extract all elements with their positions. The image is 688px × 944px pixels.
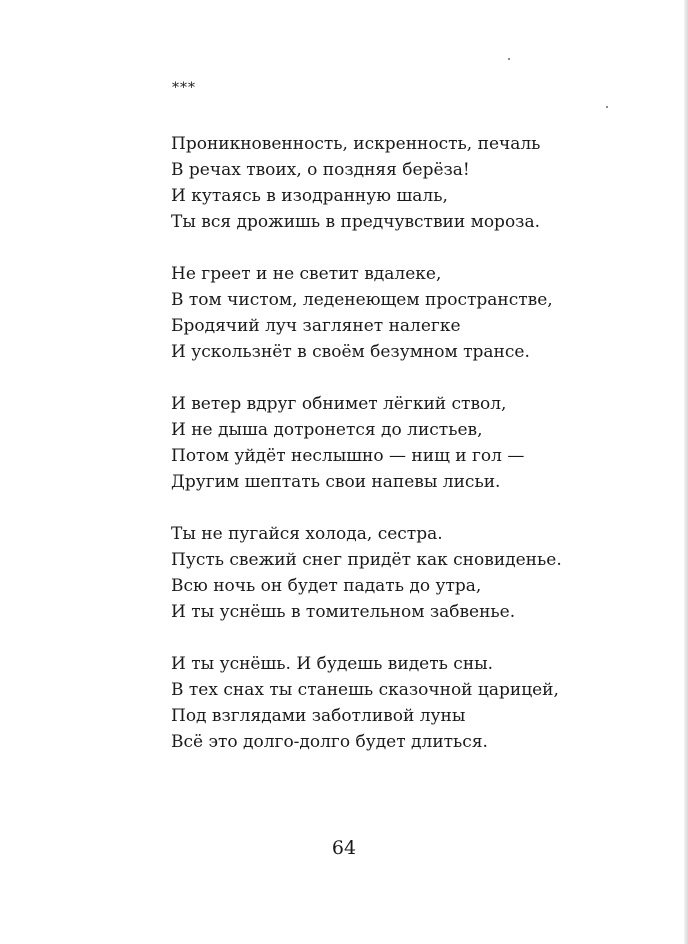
- poem-line: И не дыша дотронется до листьев,: [171, 420, 483, 440]
- poem-line: И ускользнёт в своём безумном трансе.: [171, 342, 530, 362]
- poem-line: Ты вся дрожишь в предчувствии мороза.: [171, 212, 540, 232]
- stanza: [171, 391, 671, 495]
- poem-line: Проникновенность, искренность, печаль: [171, 134, 541, 154]
- section-separator: ***: [172, 80, 196, 96]
- print-speck: [508, 58, 510, 60]
- poem-line: В том чистом, леденеющем пространстве,: [171, 290, 553, 310]
- poem-line: Пусть свежий снег придёт как сновиденье.: [171, 550, 562, 570]
- page-edge-shadow: [684, 0, 688, 944]
- poem-line: Бродячий луч заглянет налегке: [171, 316, 461, 336]
- poem-line: Под взглядами заботливой луны: [171, 706, 466, 726]
- poem-line: Потом уйдёт неслышно — нищ и гол —: [171, 446, 525, 466]
- poem-line: Ты не пугайся холода, сестра.: [171, 524, 443, 544]
- poem-line: Не греет и не светит вдалеке,: [171, 264, 442, 284]
- poem-line: И ветер вдруг обнимет лёгкий ствол,: [171, 394, 507, 414]
- poem: [171, 131, 671, 781]
- poem-line: И ты уснёшь. И будешь видеть сны.: [171, 654, 494, 674]
- print-speck: [606, 106, 608, 108]
- poem-line: Всё это долго-долго будет длиться.: [171, 732, 488, 752]
- poem-line: И кутаясь в изодранную шаль,: [171, 186, 448, 206]
- poem-line: В тех снах ты станешь сказочной царицей,: [171, 680, 559, 700]
- stanza: [171, 261, 671, 365]
- stanza: [171, 651, 671, 755]
- stanza: [171, 521, 671, 625]
- stanza: [171, 131, 671, 235]
- poem-line: Всю ночь он будет падать до утра,: [171, 576, 482, 596]
- page-number: 64: [331, 837, 357, 859]
- poem-line: Другим шептать свои напевы лисьи.: [171, 472, 501, 492]
- poem-line: В речах твоих, о поздняя берёза!: [171, 160, 470, 180]
- poem-line: И ты уснёшь в томительном забвенье.: [171, 602, 516, 622]
